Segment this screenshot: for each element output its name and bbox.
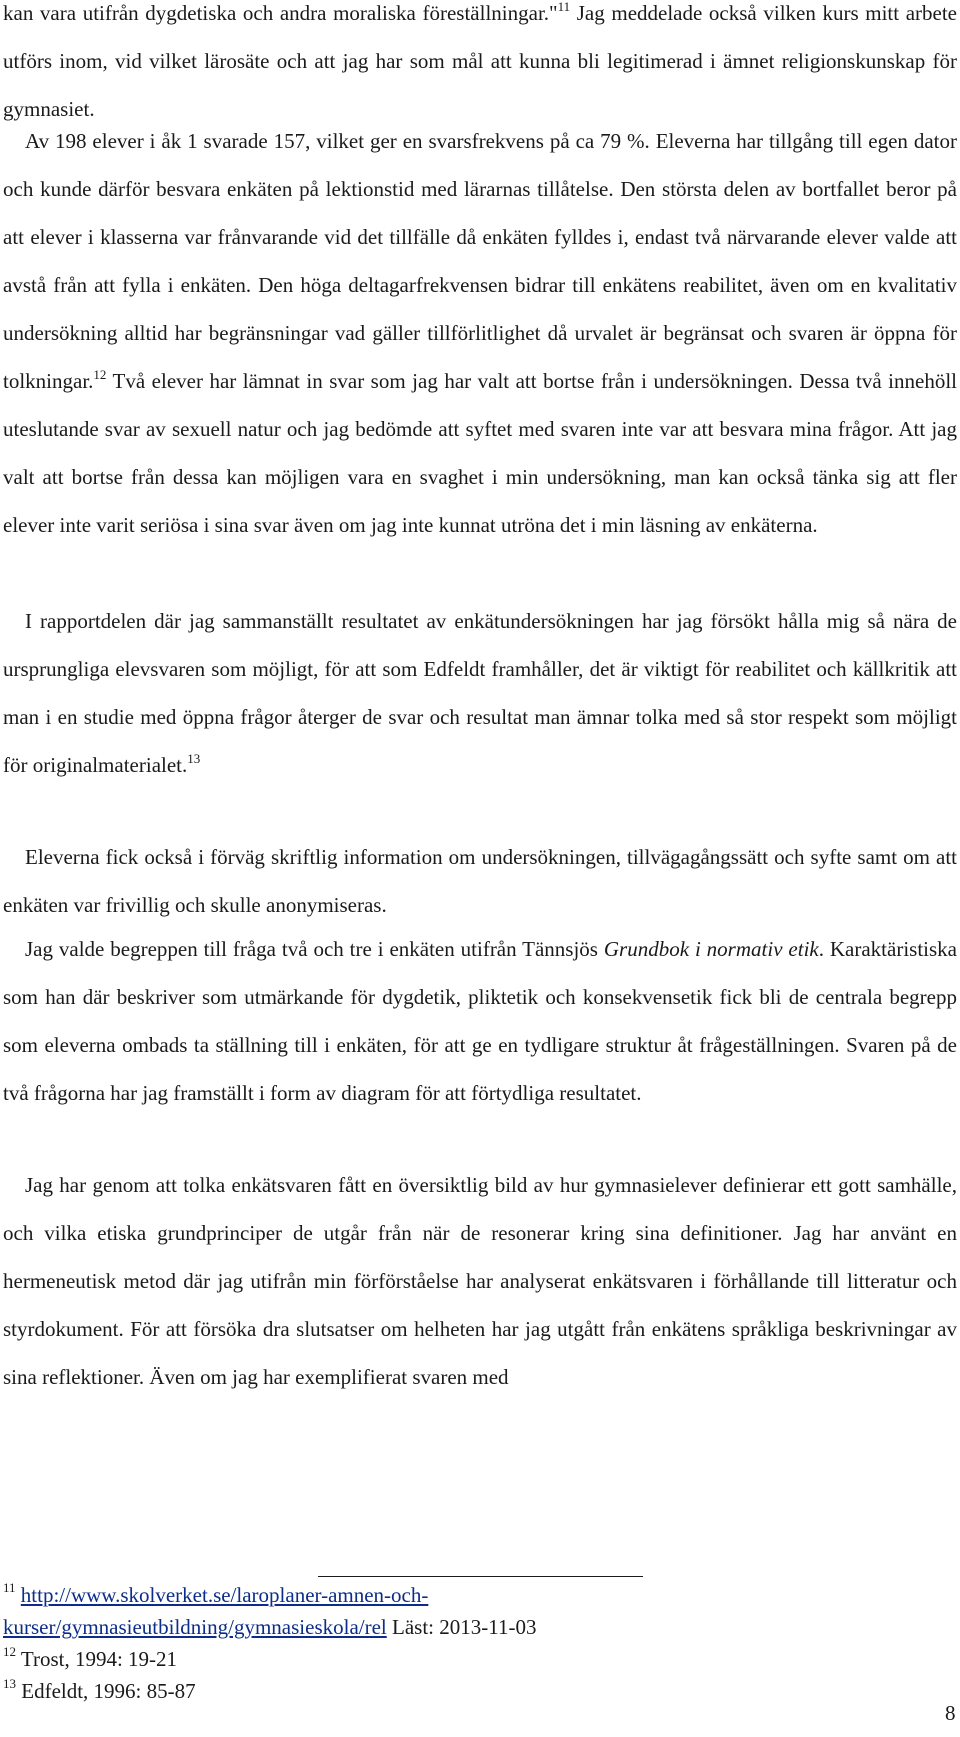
footnote-ref-13[interactable]: 13 <box>187 751 201 766</box>
footnote-number: 12 <box>3 1644 16 1659</box>
footnote-12 <box>3 1643 177 1675</box>
paragraph-text: Av 198 elever i åk 1 svarade 157, vilket ger en svarsfrekvens på ca 79 %. Eleverna har tillgång till egen dator och kunde därför besvara enkäten på lektionstid med lärarnas tillåtelse. Den största delen av bortfallet beror på att elever i klasserna var frånvarande vid det tillfälle då enkäten fylldes i, endast två närvarande elever valde att avstå från att fylla i enkäten. Den höga deltagarfrekvensen bidrar till enkätens reabilitet, även om en kvalitativ undersökning alltid har begränsningar vad gäller tillförlitlighet då urvalet är begränsat och svaren är öppna för tolkningar. <box>3 129 957 393</box>
paragraph-6 <box>3 1161 957 1401</box>
book-title: Grundbok i normativ etik <box>603 937 819 961</box>
paragraph-4 <box>3 833 957 929</box>
footnote-link[interactable]: http://www.skolverket.se/laroplaner-amnen-och- <box>20 1583 429 1607</box>
footnote-ref-11[interactable]: 11 <box>557 0 571 14</box>
footnote-text: Edfeldt, 1996: 85-87 <box>16 1679 196 1703</box>
paragraph-1 <box>3 0 957 133</box>
paragraph-text: . Karaktäristiska som han där beskriver som utmärkande för dygdetik, pliktetik och konsekvensetik fick bli de centrala begrepp som eleverna ombads ta ställning till i enkäten, för att ge en tydligare struktur åt frågeställningen. Svaren på de två frågorna har jag framställt i form av diagram för att förtydliga resultatet. <box>3 937 958 1105</box>
footnote-link[interactable]: kurser/gymnasieutbildning/gymnasieskola/rel <box>3 1615 387 1639</box>
paragraph-2 <box>3 117 957 549</box>
paragraph-text: Jag meddelade också vilken kurs mitt arbete utförs inom, vid vilket lärosäte och att jag har som mål att kunna bli legitimerad i ämnet religionskunskap för gymnasiet. <box>3 1 957 121</box>
footnote-ref-12[interactable]: 12 <box>93 367 107 382</box>
paragraph-text: Eleverna fick också i förväg skriftlig information om undersökningen, tillvägagångssätt och syfte samt om att enkäten var frivillig och skulle anonymiseras. <box>3 845 957 917</box>
footnote-number: 11 <box>3 1580 16 1595</box>
paragraph-text: Jag valde begreppen till fråga två och tre i enkäten utifrån Tännsjös <box>25 937 604 961</box>
footnote-text: Trost, 1994: 19-21 <box>16 1647 178 1671</box>
paragraph-5 <box>3 925 957 1117</box>
page-number: 8 <box>945 1701 956 1725</box>
paragraph-3 <box>3 597 957 789</box>
footnote-text: Läst: 2013-11-03 <box>386 1615 537 1639</box>
footnote-separator <box>318 1576 643 1577</box>
paragraph-text: Två elever har lämnat in svar som jag har valt att bortse från i undersökningen. Dessa två innehöll uteslutande svar av sexuell natur och jag bedömde att syftet med svaren inte var att besvara mina frågor. Att jag valt att bortse från dessa kan möjligen vara en svaghet i min undersökning, man kan också tänka sig att fler elever inte varit seriösa i sina svar även om jag inte kunnat utröna det i min läsning av enkäterna. <box>3 369 957 537</box>
paragraph-text: kan vara utifrån dygdetiska och andra moraliska föreställningar." <box>3 1 558 25</box>
footnote-13 <box>3 1675 196 1707</box>
paragraph-text: Jag har genom att tolka enkätsvaren fått en översiktlig bild av hur gymnasielever definierar ett gott samhälle, och vilka etiska grundprinciper de utgår från när de resonerar kring sina definitioner. Jag har använt en hermeneutisk metod där jag utifrån min förförståelse har analyserat enkätsvaren i förhållande till litteratur och styrdokument. För att försöka dra slutsatser om helheten har jag utgått från enkätens språkliga beskrivningar av sina reflektioner. Även om jag har exemplifierat svaren med <box>3 1173 957 1389</box>
paragraph-text: I rapportdelen där jag sammanställt resultatet av enkätundersökningen har jag försökt hålla mig så nära de ursprungliga elevsvaren som möjligt, för att som Edfeldt framhåller, det är viktigt för reabilitet och källkritik att man i en studie med öppna frågor återger de svar och resultat man ämnar tolka med så stor respekt som möjligt för originalmaterialet. <box>3 609 957 777</box>
footnote-11 <box>3 1579 536 1643</box>
footnote-number: 13 <box>3 1676 16 1691</box>
